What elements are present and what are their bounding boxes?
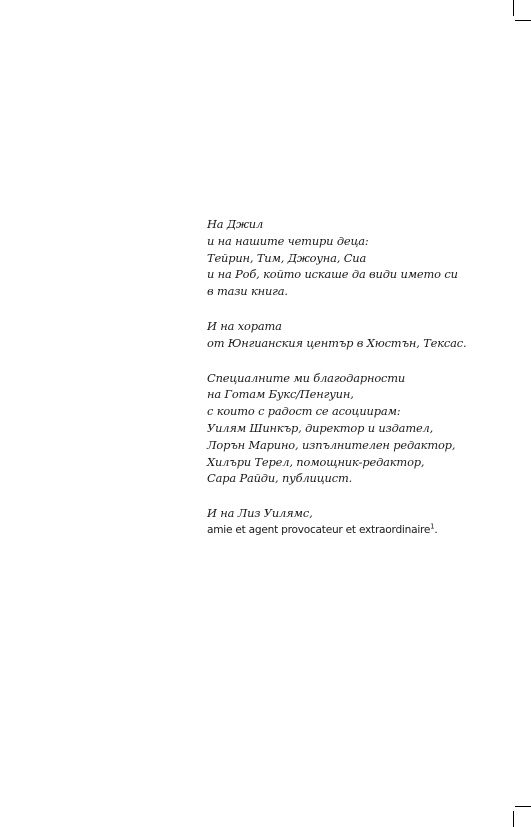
dedication-line: и на нашите четири деца: <box>207 233 369 248</box>
dedication-line: Лорън Марино, изпълнителен редактор, <box>207 437 456 452</box>
dedication-line: Уилям Шинкър, директор и издател, <box>207 420 434 435</box>
dedication-stanza-agent <box>207 505 507 539</box>
footnote-marker: 1 <box>430 522 435 531</box>
crop-mark-bottom-horizontal <box>515 806 531 807</box>
crop-mark-top-horizontal <box>515 20 531 21</box>
crop-mark-top-vertical <box>513 0 514 16</box>
dedication-line: и на Роб, който искаше да види името си <box>207 267 458 282</box>
dedication-line: Тейрин, Тим, Джоуна, Сиа <box>207 250 367 265</box>
dedication-line: Хилъри Терел, помощник-редактор, <box>207 454 425 469</box>
dedication-line: Специалните ми благодарности <box>207 370 406 385</box>
dedication-french-text: amie et agent provocateur et extraordinaire <box>207 523 431 536</box>
dedication-line: с които с радост се асоциирам: <box>207 404 401 419</box>
dedication-line: И на Лиз Уилямс, <box>207 506 313 521</box>
dedication-line-french: amie et agent provocateur et extraordinaire$^1$. <box>207 522 438 536</box>
dedication-stanza-jung-center <box>207 318 507 352</box>
dedication-line: Сара Райди, публицист. <box>207 471 353 486</box>
dedication-line: И на хората <box>207 318 282 333</box>
dedication-line: от Юнгианския център в Хюстън, Тексас. <box>207 335 467 350</box>
crop-mark-bottom-vertical <box>513 811 514 827</box>
dedication-stanza-publisher-thanks <box>207 370 507 488</box>
dedication-line: На Джил <box>207 217 264 231</box>
dedication-block <box>207 216 507 557</box>
dedication-stanza-family <box>207 216 507 300</box>
dedication-line: в тази книга. <box>207 284 288 299</box>
dedication-line: на Готам Букс/Пенгуин, <box>207 387 354 402</box>
